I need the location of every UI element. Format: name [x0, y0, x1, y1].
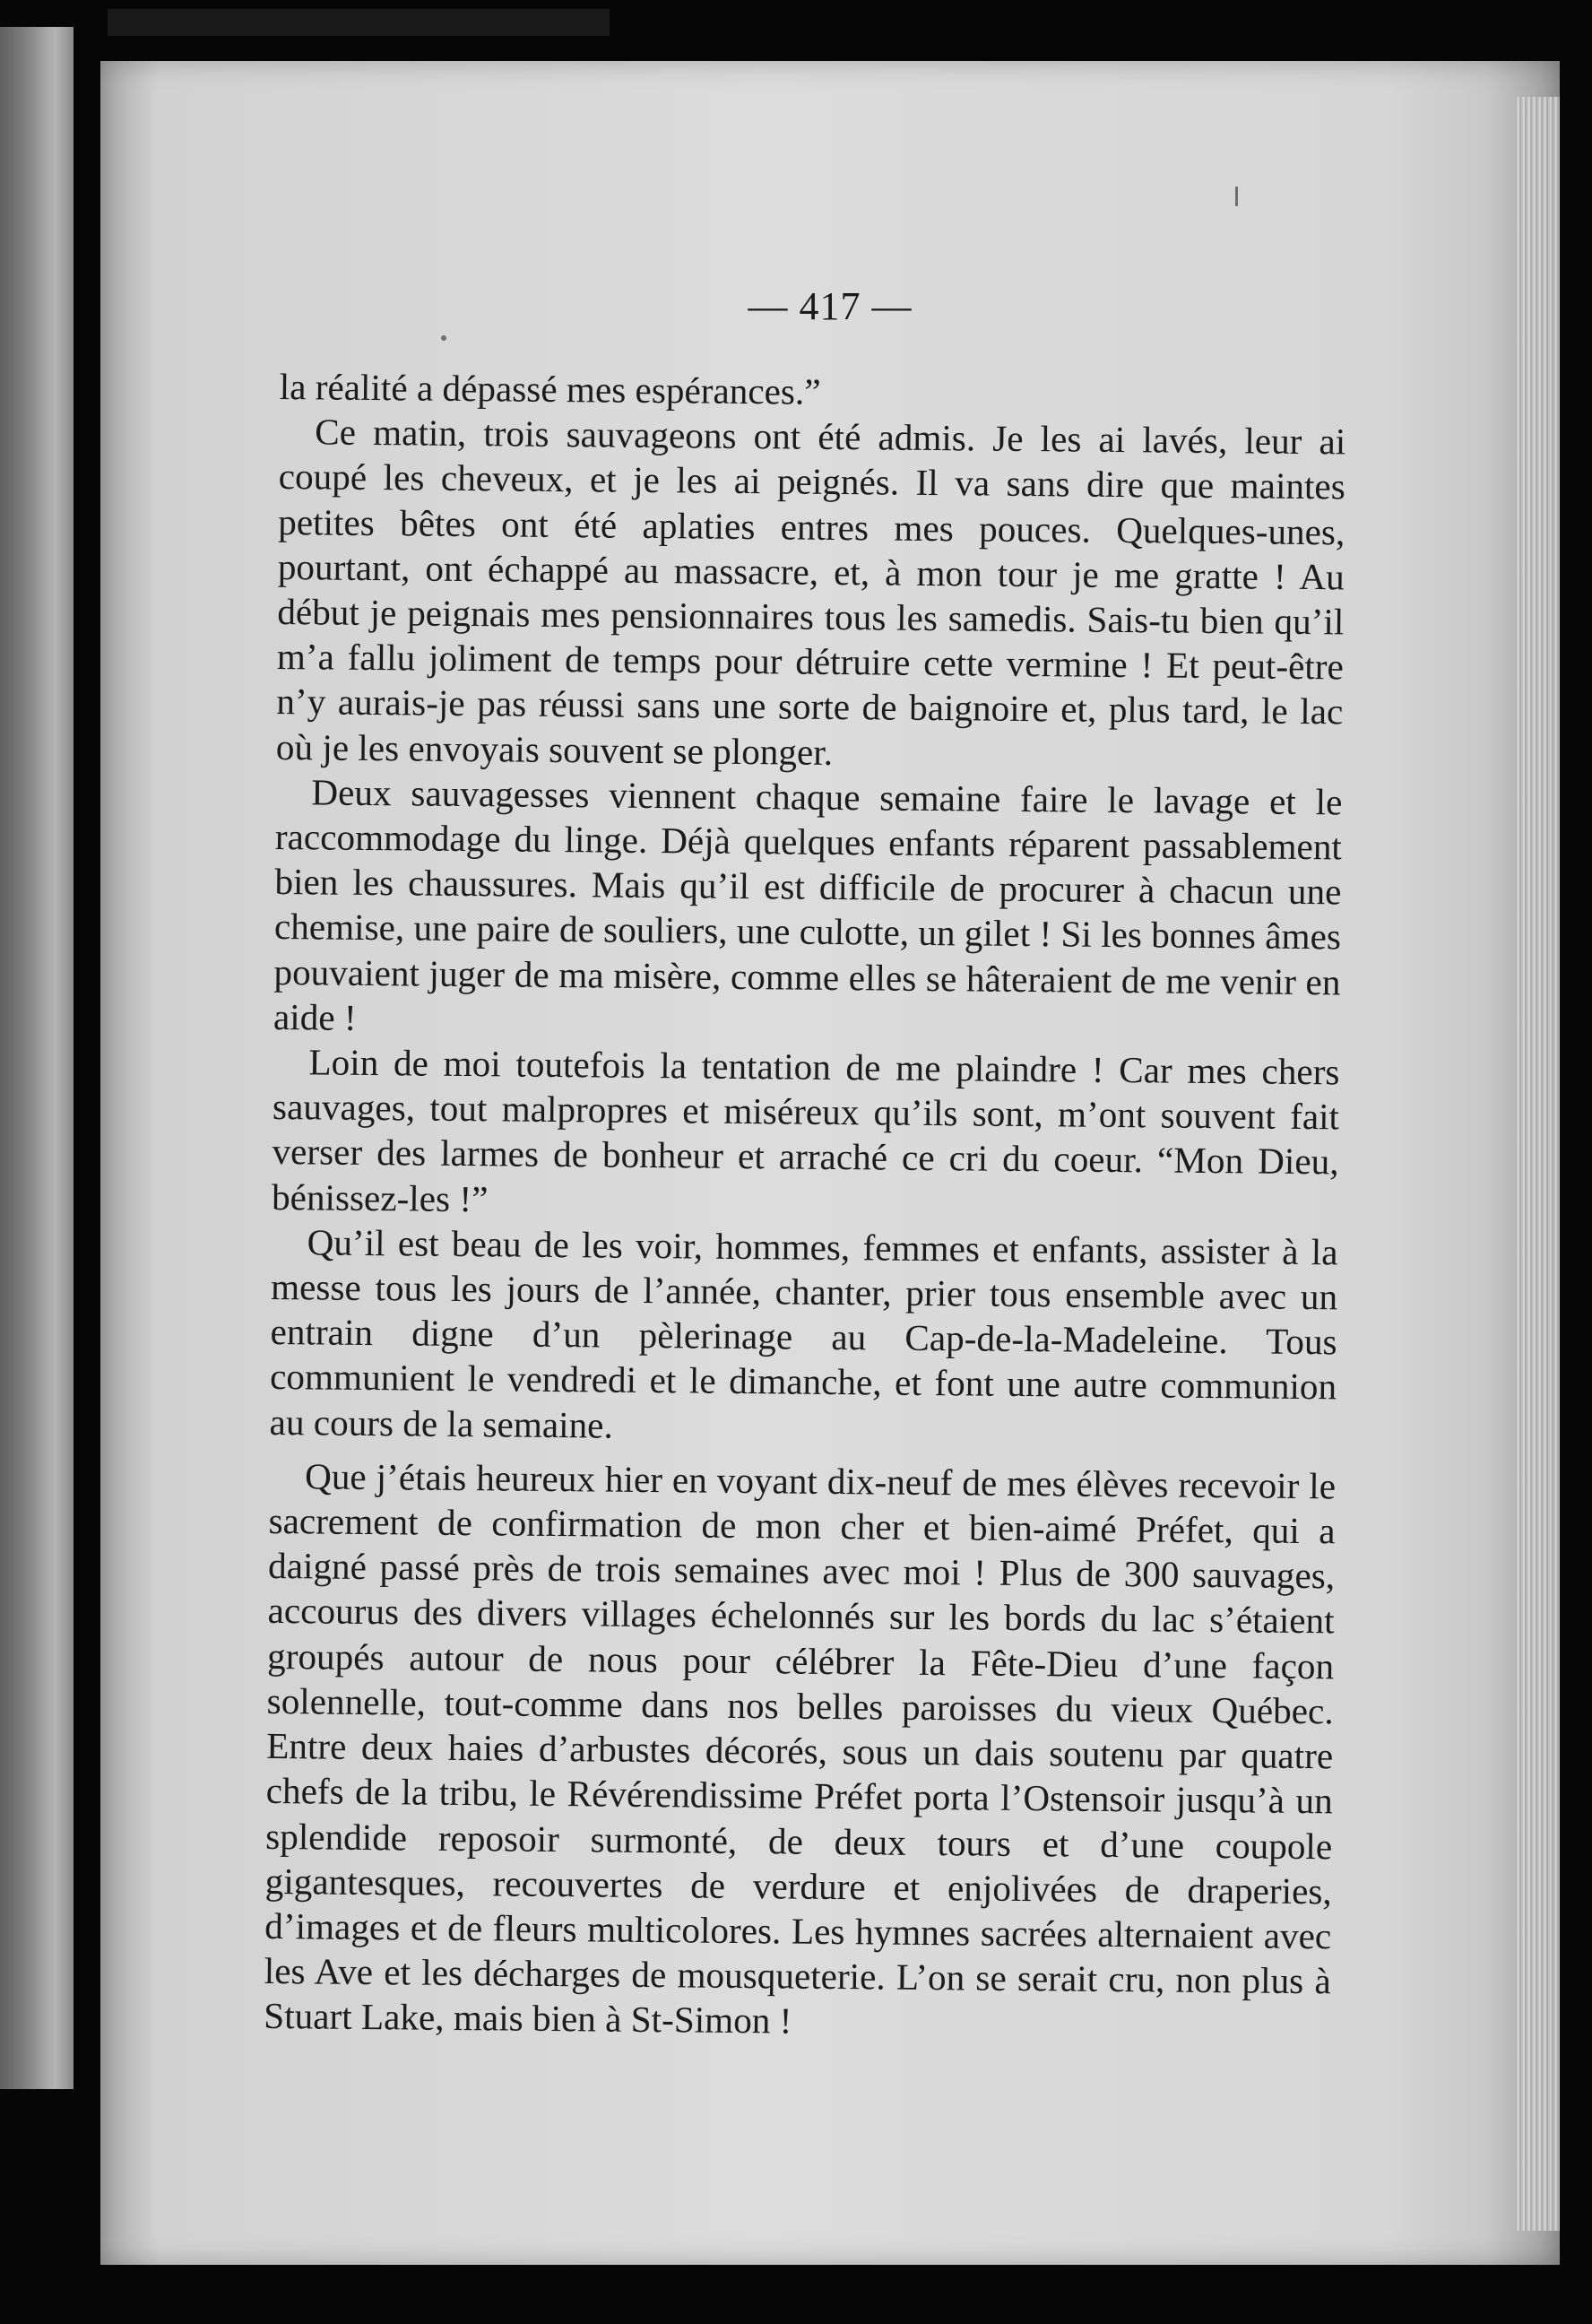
ink-speck — [1235, 186, 1238, 206]
paragraph-continued: la réalité a dépassé mes espérances.” — [279, 365, 821, 412]
book-page — [100, 61, 1560, 2265]
page-stack-edges — [1517, 97, 1560, 2231]
paragraph: Loin de moi toutefois la tentation de me plaindre ! Car mes chers sauvages, tout malpropres et miséreux qu’ils sont, m’ont souvent fait verser des larmes de bonheur et arraché ce cri du coeur. “Mon Dieu, bénissez-les !” — [271, 1041, 1340, 1219]
facing-page-edge — [0, 27, 74, 2089]
paragraph: Ce matin, trois sauvageons ont été admis. Je les ai lavés, leur ai coupé les cheveux, et je les ai peignés. Il va sans dire que maintes petites bêtes ont été aplaties entres mes pouces. Quelques-unes, pourtant, ont échappé au massacre, et, à mon tour je me gratte ! Au début je peignais mes pensionnaires tous les samedis. Sais-tu bien qu’il m’a fallu joliment de temps pour détruire cette vermine ! Et peut-être n’y aurais-je pas réussi sans une sorte de baignoire et, plus tard, le lac où je les envoyais souvent se plonger. — [275, 411, 1346, 773]
body-text — [264, 364, 1346, 2049]
paragraph: Deux sauvagesses viennent chaque semaine faire le lavage et le raccommodage du linge. Déjà quelques enfants réparent passablement bien les chaussures. Mais qu’il est difficile de procurer à chacun une chemise, une paire de souliers, une culotte, un gilet ! Si les bonnes âmes pouvaient juger de ma misère, comme elles se hâteraient de me venir en aide ! — [273, 771, 1343, 1038]
ink-speck — [441, 335, 446, 341]
page-number: — 417 — — [748, 284, 913, 328]
paragraph: Que j’étais heureux hier en voyant dix-neuf de mes élèves recevoir le sacrement de confirmation de mon cher et bien-aimé Préfet, qui a daigné passé près de trois semaines avec moi ! Plus de 300 sauvages, accourus des divers villages échelonnés sur les bords du lac s’étaient groupés autour de nous pour célébrer la Fête-Dieu d’une façon solennelle, tout-comme dans nos belles paroisses du vieux Québec. Entre deux haies d’arbustes décorés, sous un dais soutenu par quatre chefs de la tribu, le Révérendissime Préfet porta l’Ostensoir jusqu’à un splendide reposoir surmonté, de deux tours et d’une coupole gigantesques, recouvertes de verdure et enjolivées de draperies, d’images et de fleurs multicolores. Les hymnes sacrées alternaient avec les Ave et les décharges de mousqueterie. L’on se serait cru, non plus à Stuart Lake, mais bien à St-Simon ! — [264, 1455, 1337, 2042]
paragraph: Qu’il est beau de les voir, hommes, femmes et enfants, assister à la messe tous les jours de l’année, chanter, prier tous ensemble avec un entrain digne d’un pèlerinage au Cap-de-la-Madeleine. Tous communient le vendredi et le dimanche, et font une autre communion au cours de la semaine. — [269, 1221, 1338, 1446]
scan-smudge — [108, 9, 610, 36]
